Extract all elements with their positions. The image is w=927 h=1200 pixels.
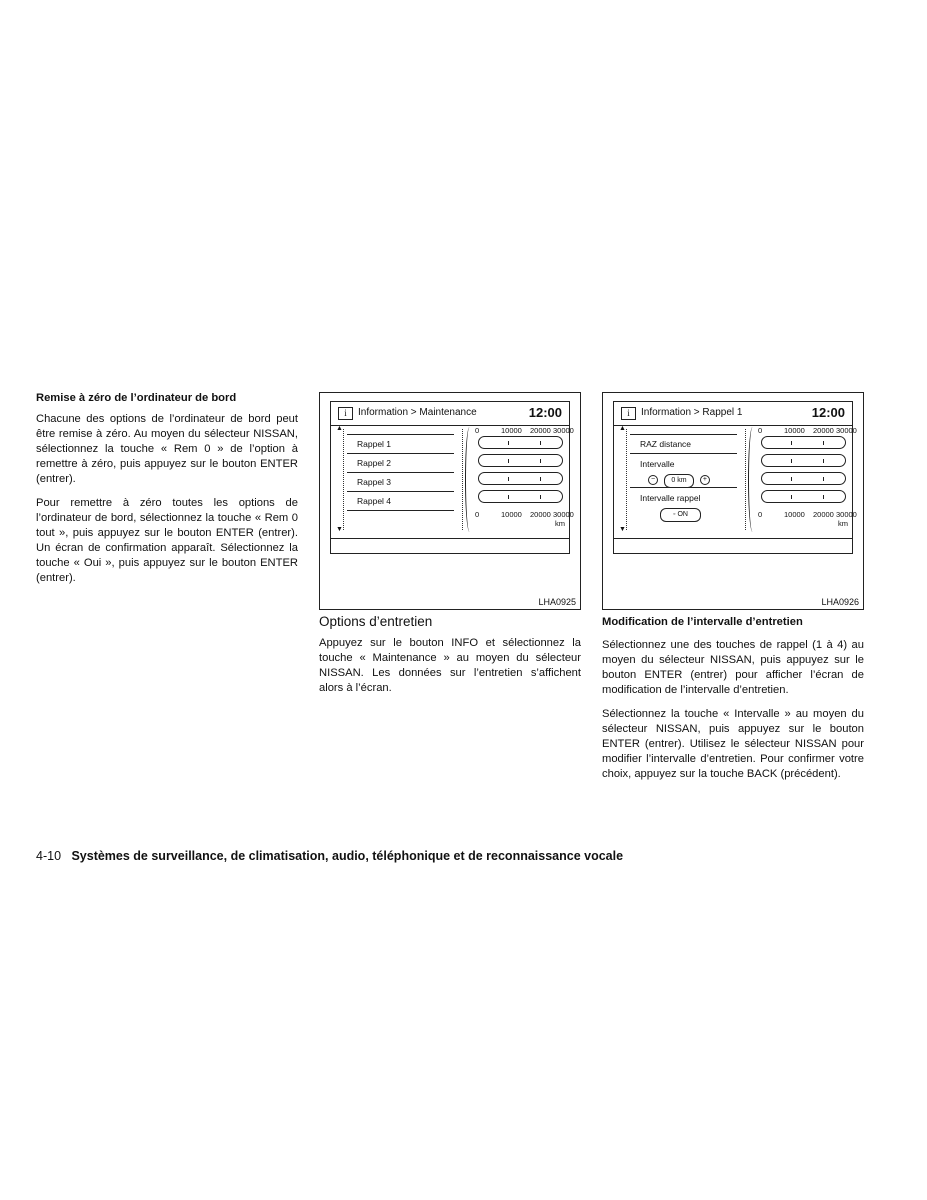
scale-label: 10000 [501,510,522,519]
menu-item-rappel-3[interactable]: Rappel 3 [347,473,454,492]
raz-distance-button[interactable]: RAZ distance [630,435,737,454]
info-icon: i [621,407,636,420]
page-footer [36,849,623,863]
menu-item-rappel-1[interactable]: Rappel 1 [347,435,454,454]
middle-column [319,614,581,705]
menu-item-rappel-2[interactable]: Rappel 2 [347,454,454,473]
paragraph: Pour remettre à zéro toutes les options de l’ordinateur de bord, sélectionnez la touche « Rem 0 tout », puis appuyez sur le bouton ENTER (entrer). Un écran de confirmation apparaît. Sélectionnez la touche « Oui », puis appuyez sur le bouton ENTER (entrer). [36,497,298,584]
scale-label: 30000 [553,426,574,435]
distance-gauge [761,472,846,485]
divider [748,427,757,532]
scale-label: 20000 [813,426,834,435]
divider [465,427,474,532]
toggle-value: ON [677,511,688,518]
scale-label: 30000 [836,510,857,519]
section-heading: Options d’entretien [319,614,433,629]
interval-value: 0 km [664,474,693,488]
info-icon: i [338,407,353,420]
paragraph: Chacune des options de l’ordinateur de bord peut être remise à zéro. Au moyen du sélecteur NISSAN, sélectionnez la touche « Rem 0 » de l’option à remettre à zéro, puis appuyez sur le bouton ENTER (entrer). [36,413,298,485]
figure-maintenance [319,392,581,610]
paragraph: Sélectionnez une des touches de rappel (1 à 4) au moyen du sélecteur NISSAN, puis appuyez sur le bouton ENTER (entrer) pour afficher l’écran de modification de l’intervalle d’entretien. [602,639,864,696]
menu-list [630,425,737,522]
interval-reminder-setting[interactable] [630,488,737,522]
scale-label: 30000 [836,426,857,435]
section-heading: Modification de l’intervalle d’entretien [602,616,803,628]
scroll-up-icon: ▲ [336,425,343,432]
interval-reminder-label: Intervalle rappel [640,493,701,503]
scroll-up-icon: ▲ [619,425,626,432]
figure-code: LHA0925 [538,597,576,607]
section-heading: Remise à zéro de l’ordinateur de bord [36,392,237,404]
figure-code: LHA0926 [821,597,859,607]
screen-title: Information > Maintenance [358,407,477,418]
status-strip [614,538,852,553]
distance-gauge [478,490,563,503]
distance-gauge [761,436,846,449]
scrollbar [457,429,463,530]
menu-item-rappel-4[interactable]: Rappel 4 [347,492,454,511]
toggle-indicator-icon: ◦ [673,511,678,518]
minus-icon[interactable]: − [648,475,658,485]
right-column [602,615,864,791]
unit-label: km [838,519,848,528]
menu-list [347,425,454,511]
screen [330,401,574,554]
plus-icon[interactable]: + [700,475,710,485]
interval-label: Intervalle [640,459,675,469]
scrollbar [740,429,746,530]
paragraph: Sélectionnez la touche « Intervalle » au moyen du sélecteur NISSAN, puis appuyez sur le bouton ENTER (entrer). Utilisez le sélecteur NISSAN pour modifier l’intervalle d’entretien. Pour confirmer votre choix, appuyez sur la touche BACK (précédent). [602,708,864,780]
chapter-title: Systèmes de surveillance, de climatisation, audio, téléphonique et de reconnaissance vocale [71,849,624,863]
scale-label: 0 [758,510,763,519]
distance-gauge [478,436,563,449]
scroll-down-icon: ▼ [336,526,343,533]
unit-label: km [555,519,565,528]
scale-label: 10000 [784,426,805,435]
scale-label: 20000 [530,510,551,519]
page-number: 4-10 [36,849,62,863]
scale-label: 20000 [530,426,551,435]
distance-gauge [478,454,563,467]
distance-gauge [478,472,563,485]
left-column [36,392,298,595]
interval-setting[interactable] [630,454,737,488]
reminder-toggle[interactable] [660,508,701,522]
scale-label: 20000 [813,510,834,519]
screen [613,401,857,554]
scale-label: 0 [475,426,480,435]
clock: 12:00 [811,405,845,420]
distance-gauge [761,490,846,503]
screen-title-bar [614,402,852,426]
scale-label: 10000 [501,426,522,435]
clock: 12:00 [528,405,562,420]
status-strip [331,538,569,553]
distance-gauge [761,454,846,467]
screen-title-bar [331,402,569,426]
scale-label: 0 [475,510,480,519]
scale-label: 0 [758,426,763,435]
screen-title: Information > Rappel 1 [641,407,743,418]
paragraph: Appuyez sur le bouton INFO et sélectionnez la touche « Maintenance » au moyen du sélecteur NISSAN. Les données sur l’entretien s’affichent alors à l’écran. [319,637,581,694]
scroll-down-icon: ▼ [619,526,626,533]
scale-label: 10000 [784,510,805,519]
scrollbar [338,429,344,530]
scrollbar [621,429,627,530]
figure-rappel [602,392,864,610]
scale-label: 30000 [553,510,574,519]
